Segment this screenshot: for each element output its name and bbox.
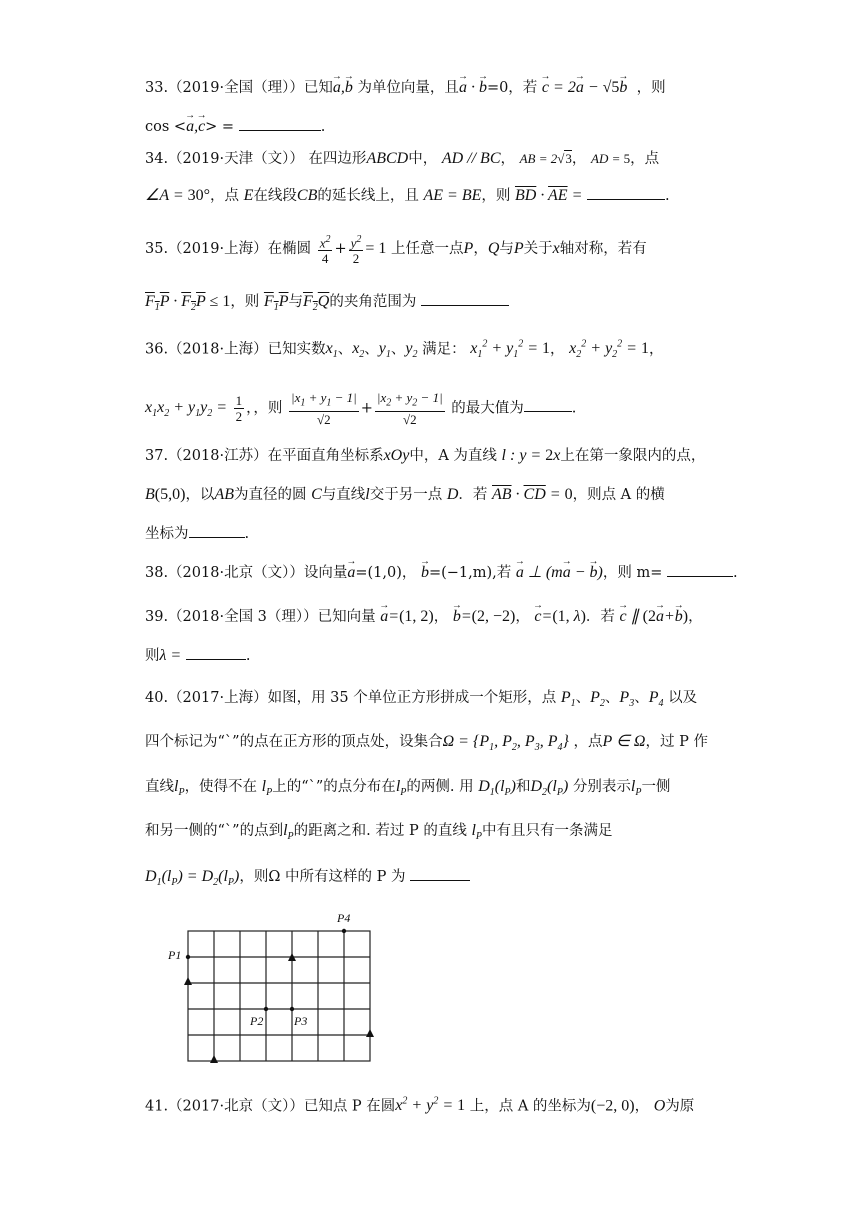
point-p4: [342, 929, 346, 933]
q41-line: 41.（2017·北京（文））已知点 P 在圆$x^2 + y^2 = 1$ 上，点 A 的坐标为(−2, 0)， O为原: [145, 1096, 695, 1115]
grid-lines: [188, 931, 370, 1061]
answer-blank: [524, 397, 572, 412]
q34-line1: 34.（2019·天津（文）） 在四边形ABCD中， AD // BC， AB = 2√3， AD = 5，点: [145, 150, 660, 167]
answer-blank: [587, 185, 665, 200]
q40-line4: 和另一侧的“ˋ”的点到$l_P$的距离之和. 若过 P 的直线 $l_P$中有且只有一条满足: [145, 822, 613, 843]
q33-line1: 33.（2019·全国（理））已知→ a,→ b 为单位向量，且→ a · → b=0，若 → c = 2→ a − √5→ b ，则: [145, 77, 720, 99]
q37-line3: 坐标为 .: [145, 523, 720, 545]
q40-line3: 直线$l_P$，使得不在 $l_P$上的“ˋ”的点分布在$l_P$的两侧. 用 $D_1(l_P)$和$D_2(l_P)$ 分别表示$l_P$一侧: [145, 778, 671, 799]
answer-blank: [189, 523, 245, 538]
q38-line: 38.（2018·北京（文））设向量→ a=(1,0)， → b=(−1,m),若 → a ⊥ (m→ a − → b)，则 m= .: [145, 562, 720, 584]
q33-line2: cos <→ a,→ c> = .: [145, 116, 720, 138]
triangle-mark: [210, 1055, 218, 1063]
q37-line1: 37.（2018·江苏）在平面直角坐标系xOy中，A 为直线 l : y = 2x上在第一象限内的点，: [145, 447, 706, 464]
answer-blank: [421, 291, 509, 306]
answer-blank: [410, 866, 470, 881]
label-p4: P4: [337, 911, 351, 925]
point-p3: [290, 1007, 294, 1011]
q40-line5: $D_1(l_P) = D_2(l_P)$，则Ω 中所有这样的 P 为: [145, 866, 720, 894]
q35-line2: $F_1P \cdot F_2P \le 1$，则 $F_1P$与$F_2Q$的夹角范围为: [145, 291, 720, 319]
q36-line1: 36.（2018·上海）已知实数$x_1$、$x_2$、$y_1$、$y_2$ 满足： $x_1^2 + y_1^2 = 1$， $x_2^2 + y_2^2 = 1$，: [145, 339, 664, 361]
point-p2: [264, 1007, 268, 1011]
q36-line2: $x_1x_2 + y_1y_2$ = $\frac{1}{2}$ ，，则 $\frac{|x_1 + y_1 - 1|}{√2}$ + $\frac{|x_2 + y_2 - 1|}{√2}$ 的最大值为 .: [145, 390, 577, 427]
label-p2: P2: [250, 1014, 264, 1028]
answer-blank: [186, 645, 246, 660]
q40-line2: 四个标记为“ˋ”的点在正方形的顶点处，设集合$\Omega = \{P_1$, $P_2$, $P_3$, $P_4$} ，点P ∈ Ω，过 P 作: [145, 733, 708, 754]
triangle-mark: [366, 1029, 374, 1037]
q35-line1: 35.（2019·上海）在椭圆 $\frac{x^2}{4}$ + $\frac{y^2}{2}$ = 1 上任意一点P，Q与P关于x轴对称，若有: [145, 234, 647, 267]
label-p3: P3: [294, 1014, 308, 1028]
triangle-mark: [184, 977, 192, 985]
q40-line1: 40.（2017·上海）如图，用 35 个单位正方形拼成一个矩形，点 $P_1$、$P_2$、$P_3$、$P_4$ 以及: [145, 689, 698, 710]
grid-figure: [165, 908, 385, 1068]
q37-line2: B(5,0)，以AB为直径的圆 C与直线l交于另一点 D．若 $\overline{AB} \cdot \overline{CD} = 0$，则点 A 的横: [145, 486, 665, 503]
label-p1: P1: [168, 948, 182, 962]
answer-blank: [239, 116, 321, 131]
point-p1: [186, 955, 190, 959]
q39-line1: 39.（2018·全国 3（理））已知向量 → a=(1, 2)， → b=(2, −2)， → c=(1, λ)．若 → c ∥ (2→ a+→ b)，: [145, 606, 720, 628]
answer-blank: [667, 562, 733, 577]
q34-line2: ∠A = 30°，点 E在线段CB的延长线上，且 AE = BE，则 $\overline{BD} \cdot \overline{AE}$ = .: [145, 187, 670, 204]
q39-line2: 则λ = .: [145, 647, 251, 664]
